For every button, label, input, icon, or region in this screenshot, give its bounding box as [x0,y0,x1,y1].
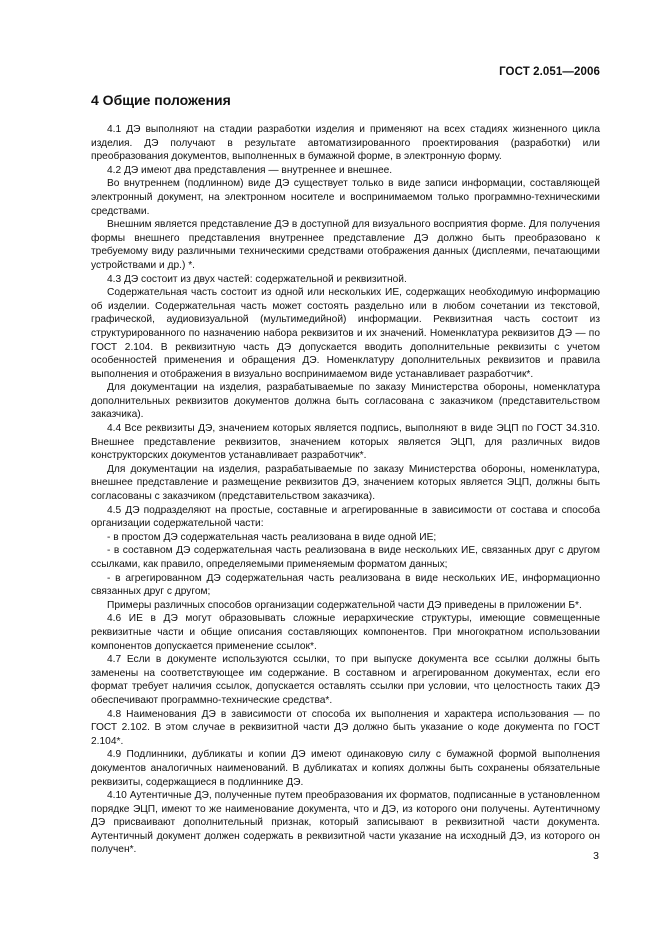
paragraph: 4.3 ДЭ состоит из двух частей: содержательной и реквизитной. [107,273,407,285]
paragraph: 4.10 Аутентичные ДЭ, полученные путем преобразования их форматов, подписанные в установленном порядке ЭЦП, имеют то же наименование документа, что и ДЭ, из которого они получены. Аутентичному ДЭ присваивают дополнительный признак, который записывают в реквизитной части документа. Аутентичный документ должен содержать в реквизитной части указание на исходный ДЭ, из которого он получен*. [91,790,600,856]
paragraph: 4.4 Все реквизиты ДЭ, значением которых является подпись, выполняют в виде ЭЦП по ГОСТ 34.310. Внешнее представление реквизитов, значением которых является ЭЦП, для различных видов конструкторских документов устанавливает разработчик*. [91,423,600,462]
paragraph: Для документации на изделия, разрабатываемые по заказу Министерства обороны, номенклатура, внешнее представление и размещение реквизитов ДЭ, значением которых является ЭЦП, должны быть согласованы с заказчиком (представительством заказчика). [91,463,600,503]
paragraph: Внешним является представление ДЭ в доступной для визуального восприятия форме. Для получения формы внешнего представления внутреннее представление ДЭ должно быть преобразовано к требуемому виду различными техническими средствами отображения данных (дисплеями, печатающими устройствами и др.) *. [91,219,600,271]
paragraph: Во внутреннем (подлинном) виде ДЭ существует только в виде записи информации, составляющей электронный документ, на электронном носителе и воспринимаемом только программно-техническими средствами. [91,178,600,217]
paragraph: Для документации на изделия, разрабатываемые по заказу Министерства обороны, номенклатура дополнительных реквизитов документов должна быть согласована с заказчиком (представительством заказчика). [91,382,600,421]
paragraph: 4.5 ДЭ подразделяют на простые, составные и агрегированные в зависимости от состава и способа организации содержательной части: [91,504,600,530]
paragraph: 4.1 ДЭ выполняют на стадии разработки изделия и применяют на всех стадиях жизненного цикла изделия. ДЭ получают в результате автоматизированного проектирования (разработки) или преобразования документов, выполненных в бумажной форме, в электронную форму. [91,124,600,163]
paragraph: 4.6 ИЕ в ДЭ могут образовывать сложные иерархические структуры, имеющие совмещенные реквизитные части и общие описания составляющих компонентов. При многократном использовании компонентов допускается применение ссылок*. [91,613,600,652]
paragraph: 4.2 ДЭ имеют два представления — внутреннее и внешнее. [107,164,393,176]
section-title: 4 Общие положения [91,92,231,108]
list-item: - в агрегированном ДЭ содержательная часть реализована в виде нескольких ИЕ, информационно связанных друг с другом; [91,572,600,598]
document-body [91,123,600,857]
standard-header: ГОСТ 2.051—2006 [499,66,600,78]
list-item: - в составном ДЭ содержательная часть реализована в виде нескольких ИЕ, связанных друг с другом ссылками, как правило, определяемыми применяемым форматом данных; [91,545,600,570]
paragraph: Примеры различных способов организации содержательной части ДЭ приведены в приложении Б*. [107,599,582,611]
page-number: 3 [593,850,599,862]
paragraph: 4.8 Наименования ДЭ в зависимости от способа их выполнения и характера использования — по ГОСТ 2.102. В этом случае в реквизитной части ДЭ должно быть указание о коде документа по ГОСТ 2.104*. [91,708,600,747]
paragraph: Содержательная часть состоит из одной или нескольких ИЕ, содержащих необходимую информацию об изделии. Содержательная часть может состоять раздельно или в любом сочетании из текстовой, графической, аудиовизуальной (мультимедийной) информации. Реквизитная часть состоит из структурированного по назначению набора реквизитов и их значений. Номенклатура реквизитов ДЭ — по ГОСТ 2.104. В реквизитную часть ДЭ допускается вводить дополнительные реквизиты с учетом особенностей применения и обращения ДЭ. Номенклатуру дополнительных реквизитов и правила выполнения и отображения в визуально воспринимаемом виде устанавливает разработчик*. [91,287,600,380]
paragraph: 4.7 Если в документе используются ссылки, то при выпуске документа все ссылки должны быть заменены на соответствующее им содержание. В составном и агрегированном документах, если его формат требует наличия ссылок, допускается оставлять ссылки при условии, что целостность таких ДЭ обеспечивают программно-технические средства*. [91,654,600,706]
paragraph: 4.9 Подлинники, дубликаты и копии ДЭ имеют одинаковую силу с бумажной формой выполнения документов аналогичных наименований. В дубликатах и копиях должны быть сохранены обязательные реквизиты, содержащиеся в подлиннике ДЭ. [91,749,600,788]
list-item: - в простом ДЭ содержательная часть реализована в виде одной ИЕ; [107,531,437,543]
